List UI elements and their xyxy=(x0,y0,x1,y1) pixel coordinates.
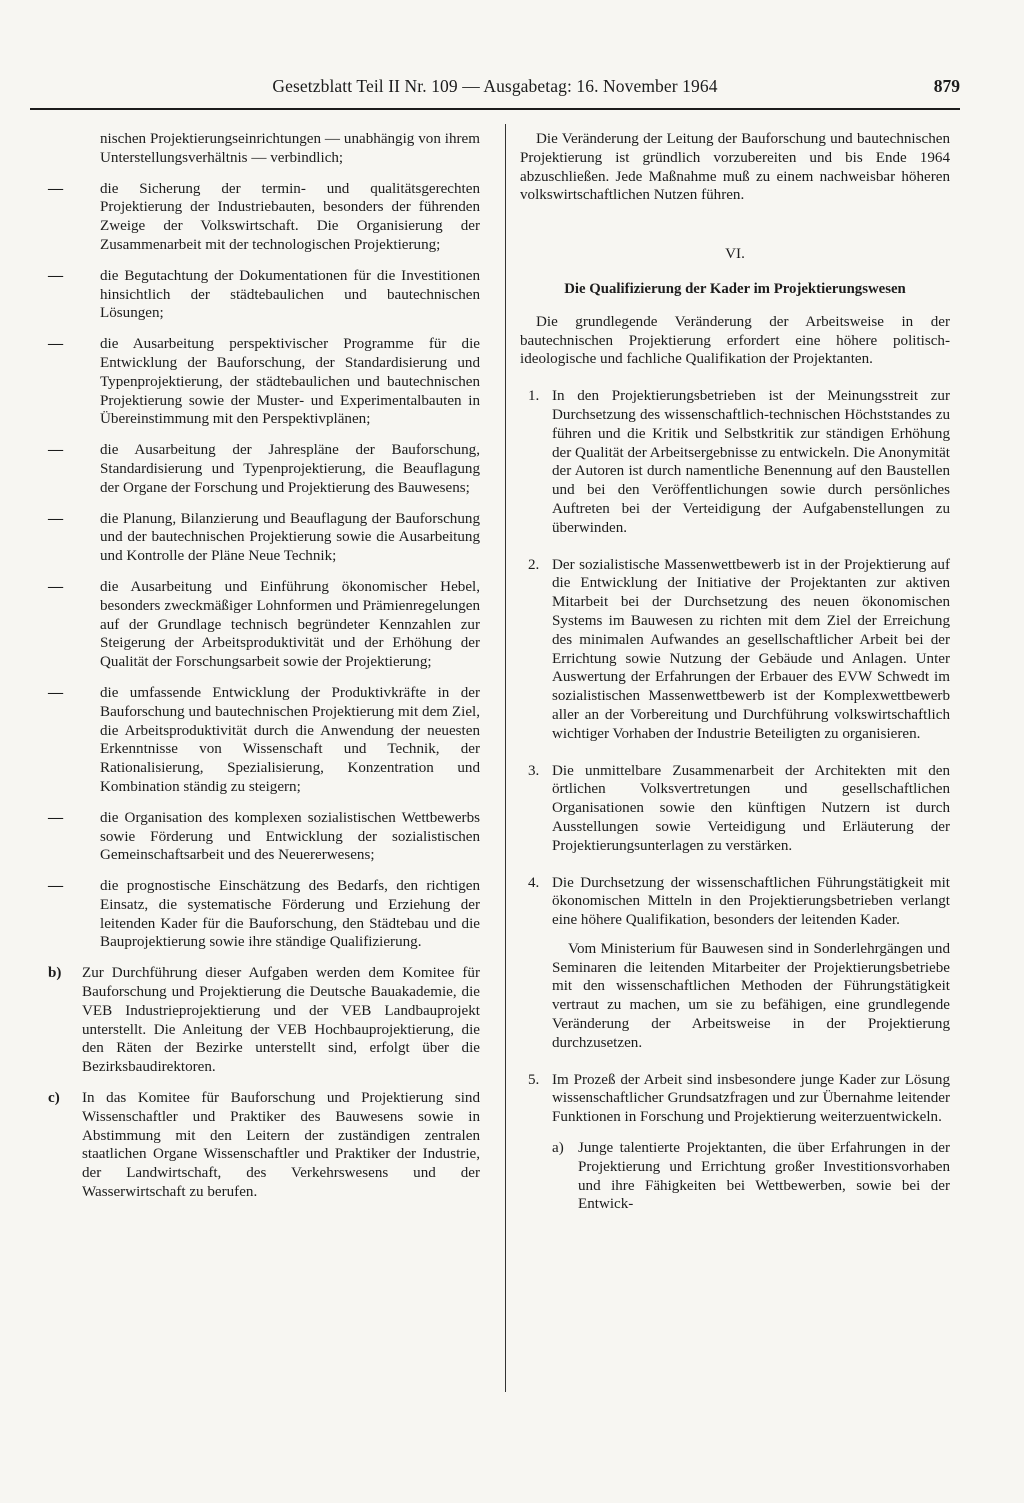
lettered-item-c xyxy=(48,1089,480,1202)
dash-marker: — xyxy=(48,442,64,459)
list-item xyxy=(48,441,480,497)
list-item-text: die Sicherung der termin- und qualitätsgerechten Projektierung der Industriebauten, besonders der führenden Zweige der Volkswirtschaft. Die Organisierung der Zusammenarbeit mit der technologischen Projektierung; xyxy=(100,180,480,253)
list-item-text: die Organisation des komplexen sozialistischen Wettbewerbs sowie Förderung und Entwicklung der sozialistischen Gemeinschaftsarbeit und des Neuererwesens; xyxy=(100,809,480,864)
item-4-paragraph: Vom Ministerium für Bauwesen sind in Sonderlehrgängen und Seminaren die leitenden Mitarbeiter der Projektierungsbetriebe mit den wissenschaftlichen Methoden der Führungstätigkeit vertraut zu machen, um sie zu befähigen, eine grundlegende Veränderung der Arbeitsweise in der Projektierung durchzusetzen. xyxy=(552,940,950,1051)
item-label: 2. xyxy=(528,556,540,573)
section-number: VI. xyxy=(725,246,745,263)
lettered-item-b xyxy=(48,964,480,1077)
item-label: 5. xyxy=(528,1071,540,1088)
list-item xyxy=(48,578,480,672)
dash-marker: — xyxy=(48,878,64,895)
list-item xyxy=(48,335,480,429)
item-label: 1. xyxy=(528,388,540,405)
dash-marker: — xyxy=(48,510,64,527)
item-text: Die Durchsetzung der wissenschaftlichen Führungstätigkeit mit ökonomischen Mitteln in den Projektierungsbetrieben verlangt eine höhere Qualifikation, besonders der leitenden Kader. xyxy=(552,874,950,929)
item-label: b) xyxy=(48,965,62,982)
item-text: Die unmittelbare Zusammenarbeit der Architekten mit den örtlichen Volksvertretungen und gesellschaftlichen Organisationen sowie den künftigen Nutzern ist durch Ausstellungen sowie Verteidigung und Erläuterung der Projektierungsunterlagen zu verstärken. xyxy=(552,762,950,854)
item-label: 3. xyxy=(528,762,540,779)
list-item xyxy=(48,809,480,865)
item-label: a) xyxy=(552,1140,564,1157)
header-title: Gesetzblatt Teil II Nr. 109 — Ausgabetag: 16. November 1964 xyxy=(272,76,718,96)
numbered-item-2 xyxy=(520,556,950,744)
item-text: Zur Durchführung dieser Aufgaben werden dem Komitee für Bauforschung und Projektierung die Deutsche Bauakademie, die VEB Industrieprojektierung und der VEB Landbauprojekt unterstellt. Die Anleitung der VEB Hochbauprojektierung, die den Räten der Bezirke unterstellt sind, erfolgt über die Bezirksbaudirektoren. xyxy=(82,965,480,1076)
section-intro: Die grundlegende Veränderung der Arbeitsweise in der bautechnischen Projektierung erfordert eine höhere politisch-ideologische und fachliche Qualifikation der Projektanten. xyxy=(520,313,950,368)
item-label: c) xyxy=(48,1090,60,1107)
list-item xyxy=(48,510,480,566)
list-item xyxy=(48,180,480,255)
page-number: 879 xyxy=(933,76,960,96)
page-header xyxy=(30,70,960,110)
numbered-item-1 xyxy=(520,387,950,537)
list-item-text: die Ausarbeitung der Jahrespläne der Bauforschung, Standardisierung und Typenprojektierung, die Beauflagung der Organe der Forschung und Projektierung des Bauwesens; xyxy=(100,442,480,496)
list-item xyxy=(48,684,480,797)
item-text: Der sozialistische Massenwettbewerb ist in der Projektierung auf die Entwicklung der Initiative der Projektanten zur aktiven Mitarbeit bei der Durchsetzung des neuen ökonomischen Systems im Bauwesen zu richten mit dem Ziel der Erreichung des minimalen Aufwandes an gesellschaftlicher Arbeit bei der Errichtung sowie Nutzung der Gebäude und Anlagen. Unter Auswertung der Erfahrungen der Erbauer des EVW Schwedt im sozialistischen Massenwettbewerb ist der Komplexwettbewerb aller an der Vorbereitung und Durchführung volkswirtschaftlich wichtiger Vorhaben der Industrie Beteiligten zu organisieren. xyxy=(552,556,950,742)
left-column xyxy=(48,130,480,1202)
list-item-text: die Begutachtung der Dokumentationen für die Investitionen hinsichtlich der städtebaulichen und bautechnischen Lösungen; xyxy=(100,267,480,322)
section-title: Die Qualifizierung der Kader im Projektierungswesen xyxy=(564,280,906,297)
right-column xyxy=(520,130,950,1214)
dash-marker: — xyxy=(48,180,64,197)
dash-marker: — xyxy=(48,578,64,595)
dash-marker: — xyxy=(48,684,64,701)
dash-marker: — xyxy=(48,809,64,826)
numbered-item-4 xyxy=(520,874,950,930)
list-item xyxy=(48,877,480,952)
numbered-item-3 xyxy=(520,762,950,856)
column-divider xyxy=(505,124,506,1392)
intro-paragraph: Die Veränderung der Leitung der Bauforschung und bautechnischen Projektierung ist gründlich vorzubereiten und bis Ende 1964 abzuschließen. Jede Maßnahme muß zu einem nachweisbar höheren volkswirtschaftlichen Nutzen führen. xyxy=(520,131,950,204)
list-item xyxy=(48,267,480,323)
dash-marker: — xyxy=(48,336,64,353)
list-item-text: die Ausarbeitung und Einführung ökonomischer Hebel, besonders zweckmäßiger Lohnformen und Prämienregelungen auf der Grundlage technisch begründeter Kennzahlen zur Steigerung der Arbeitsproduktivität und der Erhöhung der Qualität der Forschungsarbeit sowie der Projektierung; xyxy=(100,578,480,671)
numbered-item-5 xyxy=(520,1071,950,1127)
continuation-paragraph: nischen Projektierungseinrichtungen — unabhängig von ihrem Unterstellungsverhältnis — verbindlich; xyxy=(100,131,480,166)
item-text: Im Prozeß der Arbeit sind insbesondere junge Kader zur Lösung wissenschaftlicher Grundsatzfragen und zur Übernahme leitender Funktionen in Forschung und Projektierung weiterzuentwickeln. xyxy=(552,1071,950,1126)
list-item-text: die Ausarbeitung perspektivischer Programme für die Entwicklung der Bauforschung, der Standardisierung und Typenprojektierung, der städtebaulichen und bautechnischen Projektierung sowie der Muster- und Experimentalbauten in Übereinstimmung mit den Perspektivplänen; xyxy=(100,336,480,428)
item-text: Junge talentierte Projektanten, die über Erfahrungen in der Projektierung und Errichtung großer Investitionsvorhaben und ihre Fähigkeiten bei Wettbewerben, sowie bei der Entwick- xyxy=(578,1140,950,1213)
item-text: In das Komitee für Bauforschung und Projektierung sind Wissenschaftler und Praktiker des Bauwesens sowie in Abstimmung mit den Leitern der zuständigen zentralen staatlichen Organe Wissenschaftler und Praktiker der Industrie, der Landwirtschaft, des Verkehrswesens und der Wasserwirtschaft zu berufen. xyxy=(82,1090,480,1201)
item-text: In den Projektierungsbetrieben ist der Meinungsstreit zur Durchsetzung des wissenschaftlich-technischen Höchststandes zu führen und die Kritik und Selbstkritik zur ständigen Erhöhung der Qualität der Arbeitsergebnisse zu entwickeln. Die Anonymität der Autoren ist durch namentliche Benennung auf den Baustellen und bei den Veröffentlichungen sowie durch persönliches Auftreten bei der Verteidigung der Aufgabenstellungen zu überwinden. xyxy=(552,388,950,536)
header-rule xyxy=(30,108,960,110)
list-item-text: die prognostische Einschätzung des Bedarfs, den richtigen Einsatz, die systematische Förderung und Erziehung der leitenden Kader für die Bauforschung, den Städtebau und die Bauprojektierung sowie ihre ständige Qualifizierung. xyxy=(100,878,480,951)
item-label: 4. xyxy=(528,874,540,891)
sub-item-a xyxy=(520,1139,950,1214)
dash-marker: — xyxy=(48,267,64,284)
list-item-text: die umfassende Entwicklung der Produktivkräfte in der Bauforschung und bautechnischen Projektierung mit dem Ziel, die Arbeitsproduktivität durch die Anwendung der neuesten Erkenntnisse von Wissenschaft und Technik, der Rationalisierung, Spezialisierung, Konzentration und Kombination ständig zu steigern; xyxy=(100,684,480,795)
list-item-text: die Planung, Bilanzierung und Beauflagung der Bauforschung und der bautechnischen Projektierung sowie die Ausarbeitung und Kontrolle der Pläne Neue Technik; xyxy=(100,510,480,565)
